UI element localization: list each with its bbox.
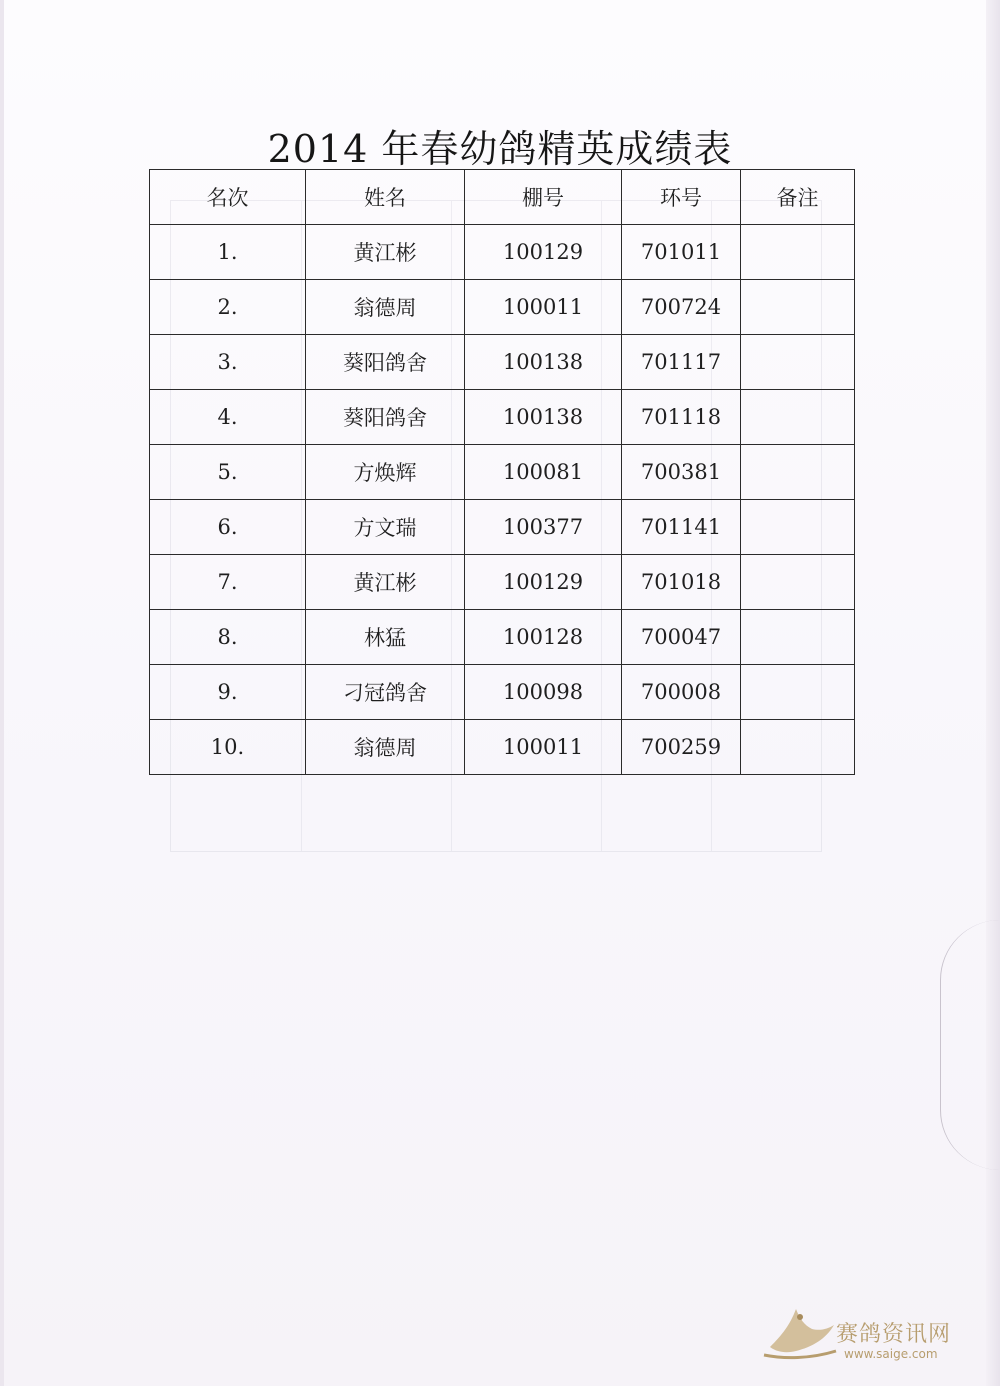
loft-cell: 100129 <box>465 225 622 280</box>
loft-cell: 100138 <box>465 390 622 445</box>
table-row <box>150 665 855 720</box>
name-cell: 葵阳鸽舍 <box>306 390 465 445</box>
header-ring: 环号 <box>622 170 741 225</box>
header-rank: 名次 <box>150 170 306 225</box>
ring-cell: 700047 <box>622 610 741 665</box>
watermark-site-name: 赛鸽资讯网 <box>836 1322 952 1347</box>
note-cell <box>741 445 855 500</box>
table-row <box>150 500 855 555</box>
paper-left-edge <box>0 0 4 1386</box>
name-cell: 方文瑞 <box>306 500 465 555</box>
loft-cell: 100011 <box>465 280 622 335</box>
table-row <box>150 335 855 390</box>
name-cell: 方焕辉 <box>306 445 465 500</box>
note-cell <box>741 280 855 335</box>
ring-cell: 700724 <box>622 280 741 335</box>
name-cell: 林猛 <box>306 610 465 665</box>
ring-cell: 700008 <box>622 665 741 720</box>
ring-cell: 700259 <box>622 720 741 775</box>
rank-cell: 1. <box>150 225 306 280</box>
ring-cell: 701117 <box>622 335 741 390</box>
loft-cell: 100129 <box>465 555 622 610</box>
rank-cell: 3. <box>150 335 306 390</box>
name-cell: 黄江彬 <box>306 225 465 280</box>
table-row <box>150 720 855 775</box>
rank-cell: 6. <box>150 500 306 555</box>
note-cell <box>741 720 855 775</box>
ring-cell: 701018 <box>622 555 741 610</box>
name-cell: 翁德周 <box>306 280 465 335</box>
rank-cell: 10. <box>150 720 306 775</box>
table-row <box>150 280 855 335</box>
ring-cell: 701118 <box>622 390 741 445</box>
page-title: 2014 年春幼鸽精英成绩表 <box>267 127 733 171</box>
table-row <box>150 610 855 665</box>
loft-cell: 100081 <box>465 445 622 500</box>
table-row <box>150 390 855 445</box>
site-watermark <box>760 1295 970 1370</box>
rank-cell: 4. <box>150 390 306 445</box>
loft-cell: 100138 <box>465 335 622 390</box>
table-row <box>150 225 855 280</box>
ring-cell: 701141 <box>622 500 741 555</box>
rank-cell: 2. <box>150 280 306 335</box>
loft-cell: 100011 <box>465 720 622 775</box>
name-cell: 刁冠鸽舍 <box>306 665 465 720</box>
watermark-url: www.saige.com <box>844 1347 938 1361</box>
rank-cell: 9. <box>150 665 306 720</box>
table-row <box>150 555 855 610</box>
loft-cell: 100128 <box>465 610 622 665</box>
header-name: 姓名 <box>306 170 465 225</box>
note-cell <box>741 665 855 720</box>
table-row <box>150 445 855 500</box>
header-note: 备注 <box>741 170 855 225</box>
name-cell: 葵阳鸽舍 <box>306 335 465 390</box>
rank-cell: 8. <box>150 610 306 665</box>
note-cell <box>741 225 855 280</box>
table-header-row <box>150 170 855 225</box>
scan-curve-mark <box>940 920 1000 1170</box>
rank-cell: 7. <box>150 555 306 610</box>
note-cell <box>741 390 855 445</box>
paper-right-edge <box>986 0 1000 1386</box>
note-cell <box>741 335 855 390</box>
note-cell <box>741 555 855 610</box>
rank-cell: 5. <box>150 445 306 500</box>
pigeon-logo-icon <box>760 1295 840 1365</box>
ring-cell: 701011 <box>622 225 741 280</box>
ring-cell: 700381 <box>622 445 741 500</box>
loft-cell: 100377 <box>465 500 622 555</box>
name-cell: 翁德周 <box>306 720 465 775</box>
loft-cell: 100098 <box>465 665 622 720</box>
note-cell <box>741 500 855 555</box>
name-cell: 黄江彬 <box>306 555 465 610</box>
results-table <box>149 169 855 775</box>
note-cell <box>741 610 855 665</box>
header-loft: 棚号 <box>465 170 622 225</box>
